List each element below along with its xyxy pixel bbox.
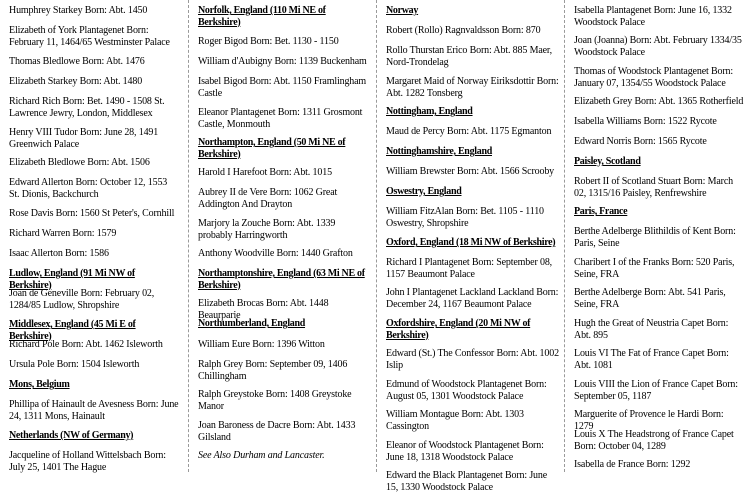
entry: Richard Pole Born: Abt. 1462 Isleworth <box>9 339 163 350</box>
entry: Berthe Adelberge Born: Abt. 541 Paris, Seine, FRA <box>574 287 726 310</box>
section-header: Ludlow, England (91 Mi NW of Berkshire) <box>9 268 135 291</box>
entry: Edward Norris Born: 1565 Rycote <box>574 136 707 147</box>
section-header: Northumberland, England <box>198 318 306 329</box>
section-header: Northampton, England (50 Mi NE of Berkshire) <box>198 137 346 160</box>
entry: Humphrey Starkey Born: Abt. 1450 <box>9 5 148 16</box>
entry: William Eure Born: 1396 Witton <box>198 339 325 350</box>
entry: Eleanor of Woodstock Plantagenet Born: June 18, 1318 Woodstock Palace <box>386 440 544 463</box>
entry: Isabel Bigod Born: Abt. 1150 Framlingham Castle <box>198 76 367 99</box>
entry: Elizabeth Bledlowe Born: Abt. 1506 <box>9 157 150 168</box>
entry: Marguerite of Provence le Hardi Born: 1279 <box>574 409 724 432</box>
entry: Aubrey II de Vere Born: 1062 Great Addington And Drayton <box>198 187 338 210</box>
entry: Isabella de France Born: 1292 <box>574 459 691 470</box>
entry: Richard Warren Born: 1579 <box>9 228 117 239</box>
entry: Hugh the Great of Neustria Capet Born: Abt. 895 <box>574 318 729 341</box>
section-header: Oxfordshire, England (20 Mi NW of Berkshire) <box>386 318 531 341</box>
section-header: Norway <box>386 5 419 16</box>
entry: Phillipa of Hainault de Avesness Born: June 24, 1311 Mons, Hainault <box>9 399 179 422</box>
entry: Roger Bigod Born: Bet. 1130 - 1150 <box>198 36 339 47</box>
entry: Margaret Maid of Norway Eiriksdottir Born: Abt. 1282 Tonsberg <box>386 76 559 99</box>
section-header: Mons, Belgium <box>9 379 70 390</box>
section-header: Paris, France <box>574 206 628 217</box>
entry: Eleanor Plantagenet Born: 1311 Grosmont Castle, Monmouth <box>198 107 363 130</box>
entry: Isabella Williams Born: 1522 Rycote <box>574 116 717 127</box>
section-header: Northamptonshire, England (63 Mi NE of Berkshire) <box>198 268 365 291</box>
entry: Isabella Plantagenet Born: June 16, 1332 Woodstock Palace <box>574 5 732 28</box>
entry: Ralph Grey Born: September 09, 1406 Chillingham <box>198 359 348 382</box>
section-header: Netherlands (NW of Germany) <box>9 430 134 441</box>
entry: Marjory la Zouche Born: Abt. 1339 probably Harringworth <box>198 218 336 241</box>
entry: Charibert I of the Franks Born: 520 Paris, Seine, FRA <box>574 257 735 280</box>
entry: William Brewster Born: Abt. 1566 Scrooby <box>386 166 555 177</box>
column-divider <box>376 0 377 472</box>
entry: Louis VIII the Lion of France Capet Born: September 05, 1187 <box>574 379 738 402</box>
entry: Louis X The Headstrong of France Capet Born: October 04, 1289 <box>574 429 734 452</box>
section-header: Oxford, England (18 Mi NW of Berkshire) <box>386 237 556 248</box>
entry: William d'Aubigny Born: 1139 Buckenham <box>198 56 367 67</box>
entry: Rollo Thurstan Erico Born: Abt. 885 Maer, Nord-Trondelag <box>386 45 553 68</box>
section-header: Nottingham, England <box>386 106 473 117</box>
entry: Robert II of Scotland Stuart Born: March 02, 1315/16 Paisley, Renfrewshire <box>574 176 733 199</box>
section-header: Norfolk, England (110 Mi NE of Berkshire) <box>198 5 326 28</box>
section-header: Nottinghamshire, England <box>386 146 492 157</box>
entry: Berthe Adelberge Blithildis of Kent Born: Paris, Seine <box>574 226 736 249</box>
entry: Elizabeth of York Plantagenet Born: February 11, 1464/65 Westminster Palace <box>9 25 170 48</box>
entry: Edward (St.) The Confessor Born: Abt. 1002 Islip <box>386 348 559 371</box>
entry: Edmund of Woodstock Plantagenet Born: August 05, 1301 Woodstock Palace <box>386 379 547 402</box>
entry: Thomas of Woodstock Plantagenet Born: January 07, 1354/55 Woodstock Palace <box>574 66 733 89</box>
entry: Harold I Harefoot Born: Abt. 1015 <box>198 167 332 178</box>
section-header: Middlesex, England (45 Mi E of Berkshire) <box>9 319 136 342</box>
entry: Richard Rich Born: Bet. 1490 - 1508 St. Lawrence Jewry, London, Middlesex <box>9 96 165 119</box>
entry: Elizabeth Brocas Born: Abt. 1448 Beaurparie <box>198 298 329 321</box>
see-also-note: See Also Durham and Lancaster. <box>198 450 325 461</box>
entry: Maud de Percy Born: Abt. 1175 Egmanton <box>386 126 552 137</box>
entry: Rose Davis Born: 1560 St Peter's, Cornhill <box>9 208 175 219</box>
entry: Ursula Pole Born: 1504 Isleworth <box>9 359 140 370</box>
entry: Edward Allerton Born: October 12, 1553 St. Dionis, Backchurch <box>9 177 168 200</box>
entry: Louis VI The Fat of France Capet Born: Abt. 1081 <box>574 348 729 371</box>
section-header: Oswestry, England <box>386 186 462 197</box>
entry: Joan Baroness de Dacre Born: Abt. 1433 Gilsland <box>198 420 356 443</box>
entry: Robert (Rollo) Ragnvaldsson Born: 870 <box>386 25 541 36</box>
entry: John I Plantagenet Lackland Lackland Born: December 24, 1167 Beaumont Palace <box>386 287 559 310</box>
entry: Henry VIII Tudor Born: June 28, 1491 Greenwich Palace <box>9 127 159 150</box>
entry: Elizabeth Grey Born: Abt. 1365 Rotherfield <box>574 96 744 107</box>
entry: Thomas Bledlowe Born: Abt. 1476 <box>9 56 145 67</box>
entry: William FitzAlan Born: Bet. 1105 - 1110 Oswestry, Shropshire <box>386 206 544 229</box>
entry: Jacqueline of Holland Wittelsbach Born: July 25, 1401 The Hague <box>9 450 166 473</box>
entry: Ralph Greystoke Born: 1408 Greystoke Manor <box>198 389 352 412</box>
column-divider <box>188 0 189 472</box>
entry: Joan de Geneville Born: February 02, 1284/85 Ludlow, Shropshire <box>9 288 155 311</box>
entry: Joan (Joanna) Born: Abt. February 1334/35 Woodstock Palace <box>574 35 742 58</box>
entry: Isaac Allerton Born: 1586 <box>9 248 109 259</box>
column-divider <box>564 0 565 472</box>
entry: Edward the Black Plantagenet Born: June 15, 1330 Woodstock Palace <box>386 470 548 493</box>
entry: William Montague Born: Abt. 1303 Cassington <box>386 409 524 432</box>
entry: Elizabeth Starkey Born: Abt. 1480 <box>9 76 143 87</box>
entry: Richard I Plantagenet Born: September 08, 1157 Beaumont Palace <box>386 257 553 280</box>
entry: Anthony Woodville Born: 1440 Grafton <box>198 248 353 259</box>
section-header: Paisley, Scotland <box>574 156 641 167</box>
